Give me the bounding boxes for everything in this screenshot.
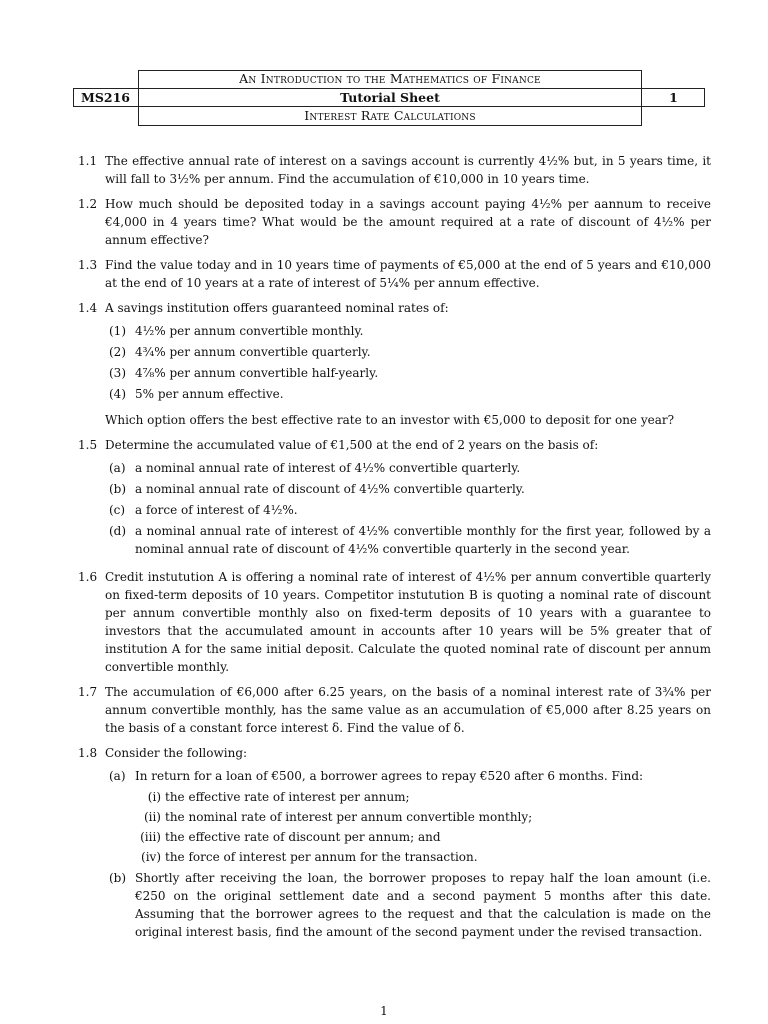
topic-title: Interest Rate Calculations: [304, 108, 476, 123]
option-item: (4) 5% per annum effective.: [109, 387, 284, 401]
part-item: (a) In return for a loan of €500, a borrower agrees to repay €520 after 6 months. Find:: [109, 769, 644, 783]
part-item: (d) a nominal annual rate of interest of 4½% convertible monthly for the first year, followed by a nominal annual rate of discount of 4½% convertible quarterly in the second year.: [109, 524, 711, 556]
question-number: 1.3: [78, 258, 98, 272]
subpart-item: (i) the effective rate of interest per annum;: [147, 790, 410, 804]
subpart-item: (ii) the nominal rate of interest per annum convertible monthly;: [143, 810, 533, 824]
sheet-type: Tutorial Sheet: [340, 90, 440, 105]
sheet-number: 1: [669, 90, 678, 105]
question-1-3: [78, 256, 711, 292]
question-text: Find the value today and in 10 years time of payments of €5,000 at the end of 5 years and €10,000 at the end of 10 years at a rate of interest of 5¼% per annum effective.: [105, 258, 711, 290]
question-number: 1.4: [78, 301, 98, 315]
course-title: An Introduction to the Mathematics of Finance: [239, 71, 541, 86]
page-number: 1: [380, 1004, 388, 1018]
part-item: (b) Shortly after receiving the loan, the borrower proposes to repay half the loan amount (i.e. €250 on the original settlement date and a second payment 5 months after this date. Assuming that the borrower agrees to the request and that the calculation is made on the original interest basis, find the amount of the second payment under the revised transaction.: [109, 871, 711, 939]
question-text: The accumulation of €6,000 after 6.25 years, on the basis of a nominal interest rate of 3¾% per annum convertible monthly, has the same value as an accumulation of €5,000 after 8.25 years on the basis of a constant force interest δ. Find the value of δ.: [105, 685, 711, 735]
question-number: 1.1: [78, 154, 98, 168]
option-item: (3) 4⅞% per annum convertible half-yearly.: [109, 366, 379, 380]
questions-list: [78, 152, 711, 951]
question-1-4: [78, 299, 711, 429]
question-number: 1.2: [78, 197, 98, 211]
question-number: 1.8: [78, 746, 98, 760]
part-item: (c) a force of interest of 4½%.: [109, 503, 298, 517]
question-1-1: [78, 152, 711, 188]
question-text: The effective annual rate of interest on a savings account is currently 4½% but, in 5 years time, it will fall to 3½% per annum. Find the accumulation of €10,000 in 10 years time.: [105, 154, 711, 186]
module-code: MS216: [81, 90, 130, 105]
question-followup: Which option offers the best effective rate to an investor with €5,000 to deposit for one year?: [105, 413, 675, 427]
question-number: 1.7: [78, 685, 98, 699]
question-text: Determine the accumulated value of €1,500 at the end of 2 years on the basis of:: [105, 438, 599, 452]
question-1-6: [78, 568, 711, 676]
part-item: (b) a nominal annual rate of discount of 4½% convertible quarterly.: [109, 482, 525, 496]
subpart-item: (iii) the effective rate of discount per annum; and: [140, 830, 441, 844]
question-text: Consider the following:: [105, 746, 248, 760]
question-number: 1.6: [78, 570, 98, 584]
subpart-item: (iv) the force of interest per annum for the transaction.: [141, 850, 478, 864]
question-1-7: [78, 683, 711, 737]
question-1-8: [78, 744, 711, 944]
question-text: How much should be deposited today in a savings account paying 4½% per aannum to receive €4,000 in 4 years time? What would be the amount required at a rate of discount of 4½% per annum effective?: [105, 197, 711, 247]
question-text: Credit instutution A is offering a nominal rate of interest of 4½% per annum convertible quarterly on fixed-term deposits of 10 years. Competitor instutution B is quoting a nominal rate of discount per annum convertible monthly also on fixed-term deposits of 10 years with a guarantee to investors that the accumulated amount in accounts after 10 years will be 5% greater that of institution A for the same initial deposit. Calculate the quoted nominal rate of discount per annum convertible monthly.: [105, 570, 711, 674]
part-item: (a) a nominal annual rate of interest of 4½% convertible quarterly.: [109, 461, 521, 475]
question-text: A savings institution offers guaranteed nominal rates of:: [105, 301, 449, 315]
question-1-5: [78, 436, 711, 561]
option-item: (2) 4¾% per annum convertible quarterly.: [109, 345, 371, 359]
option-item: (1) 4½% per annum convertible monthly.: [109, 324, 364, 338]
header-table: [73, 70, 705, 126]
question-1-2: [78, 195, 711, 249]
question-number: 1.5: [78, 438, 98, 452]
